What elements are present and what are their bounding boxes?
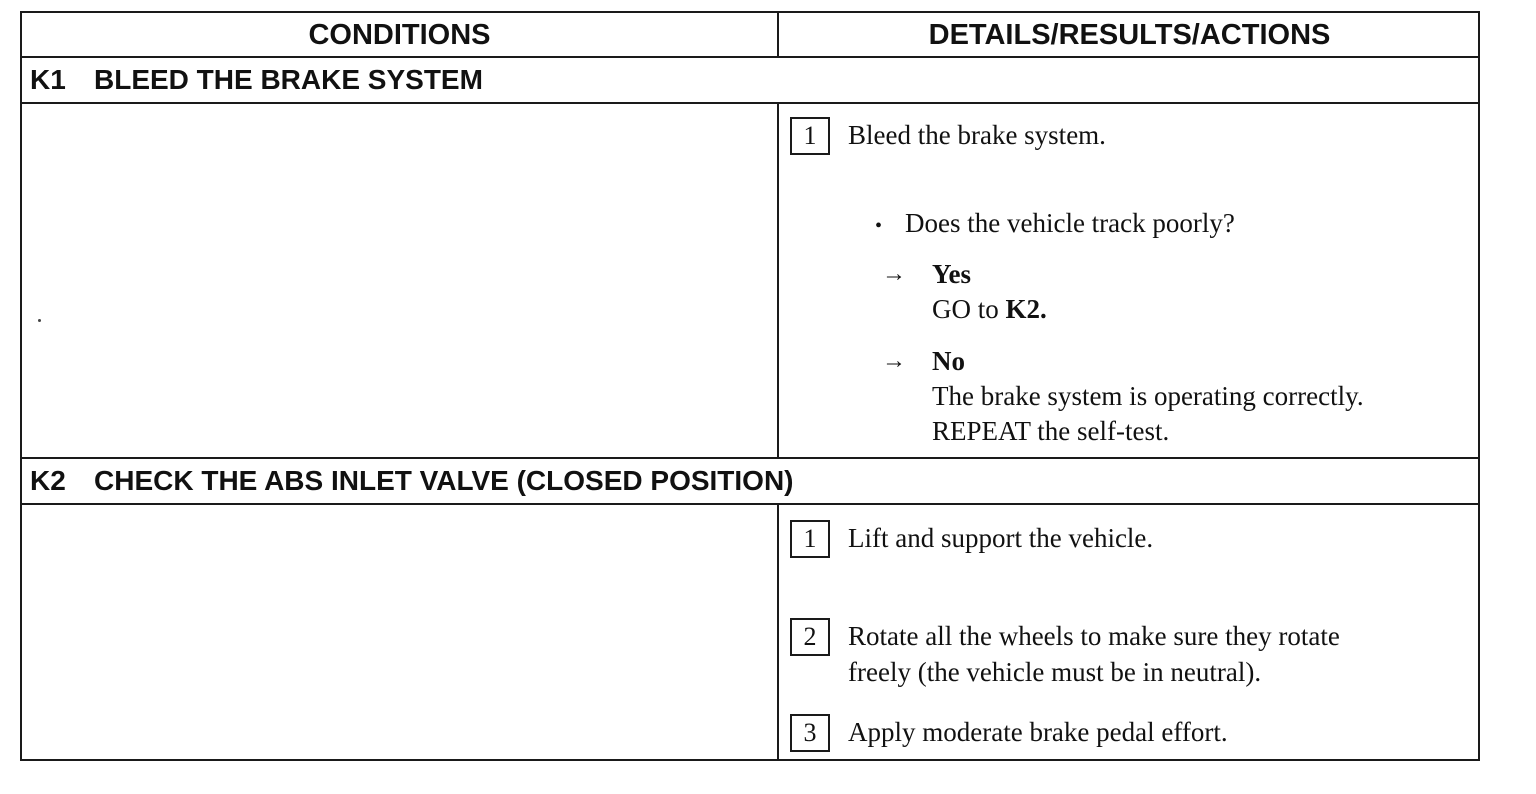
k1-step-1 <box>790 117 1106 155</box>
conditions-column-header <box>22 13 777 57</box>
k1-yes-action <box>932 292 1047 327</box>
k2-step-2-line-1: Rotate all the wheels to make sure they rotate <box>848 621 1340 651</box>
scan-speck <box>38 319 41 322</box>
k1-question-text: Does the vehicle track poorly? <box>905 208 1235 238</box>
k2-step-2-line-2: freely (the vehicle must be in neutral). <box>848 657 1262 687</box>
k1-conditions-cell <box>22 104 777 456</box>
k2-section-heading <box>22 459 1478 503</box>
k2-conditions-cell <box>22 505 777 760</box>
k2-step-3-number: 3 <box>790 714 830 752</box>
diagnostic-table <box>20 11 1480 761</box>
k2-column-divider <box>777 504 779 761</box>
k1-yes-target: K2. <box>1005 294 1047 324</box>
details-header-text: DETAILS/RESULTS/ACTIONS <box>928 18 1331 51</box>
k1-yes-label: Yes <box>932 259 971 289</box>
k1-no-label: No <box>932 346 965 376</box>
k2-title: CHECK THE ABS INLET VALVE (CLOSED POSITION) <box>94 465 794 496</box>
k1-id: K1 <box>30 64 66 95</box>
bullet-icon: • <box>875 214 883 237</box>
conditions-header-text: CONDITIONS <box>308 18 491 51</box>
header-divider <box>777 13 779 57</box>
k1-no-line-1: The brake system is operating correctly. <box>932 381 1364 411</box>
k2-step-2-number: 2 <box>790 618 830 656</box>
k1-title: BLEED THE BRAKE SYSTEM <box>94 64 483 95</box>
k1-answer-no <box>882 344 1364 449</box>
k2-step-3-text: Apply moderate brake pedal effort. <box>848 717 1228 747</box>
k2-step-2-text <box>848 618 1340 690</box>
k1-step-1-text: Bleed the brake system. <box>848 120 1106 150</box>
k2-step-1-text: Lift and support the vehicle. <box>848 523 1154 553</box>
k1-answer-yes <box>882 257 1047 327</box>
k2-step-1-number: 1 <box>790 520 830 558</box>
k1-section-heading <box>22 58 1478 102</box>
k2-id: K2 <box>30 465 66 496</box>
k1-step-1-number: 1 <box>790 117 830 155</box>
k1-yes-prefix: GO to <box>932 294 999 324</box>
details-column-header <box>779 13 1480 57</box>
right-arrow-icon: → <box>882 348 906 374</box>
k1-question <box>875 206 1235 243</box>
k2-step-1 <box>790 520 1153 558</box>
k2-step-2 <box>790 618 1340 690</box>
k2-step-3 <box>790 714 1228 752</box>
k1-no-line-2: REPEAT the self-test. <box>932 416 1170 446</box>
k1-column-divider <box>777 103 779 457</box>
right-arrow-icon: → <box>882 261 906 287</box>
